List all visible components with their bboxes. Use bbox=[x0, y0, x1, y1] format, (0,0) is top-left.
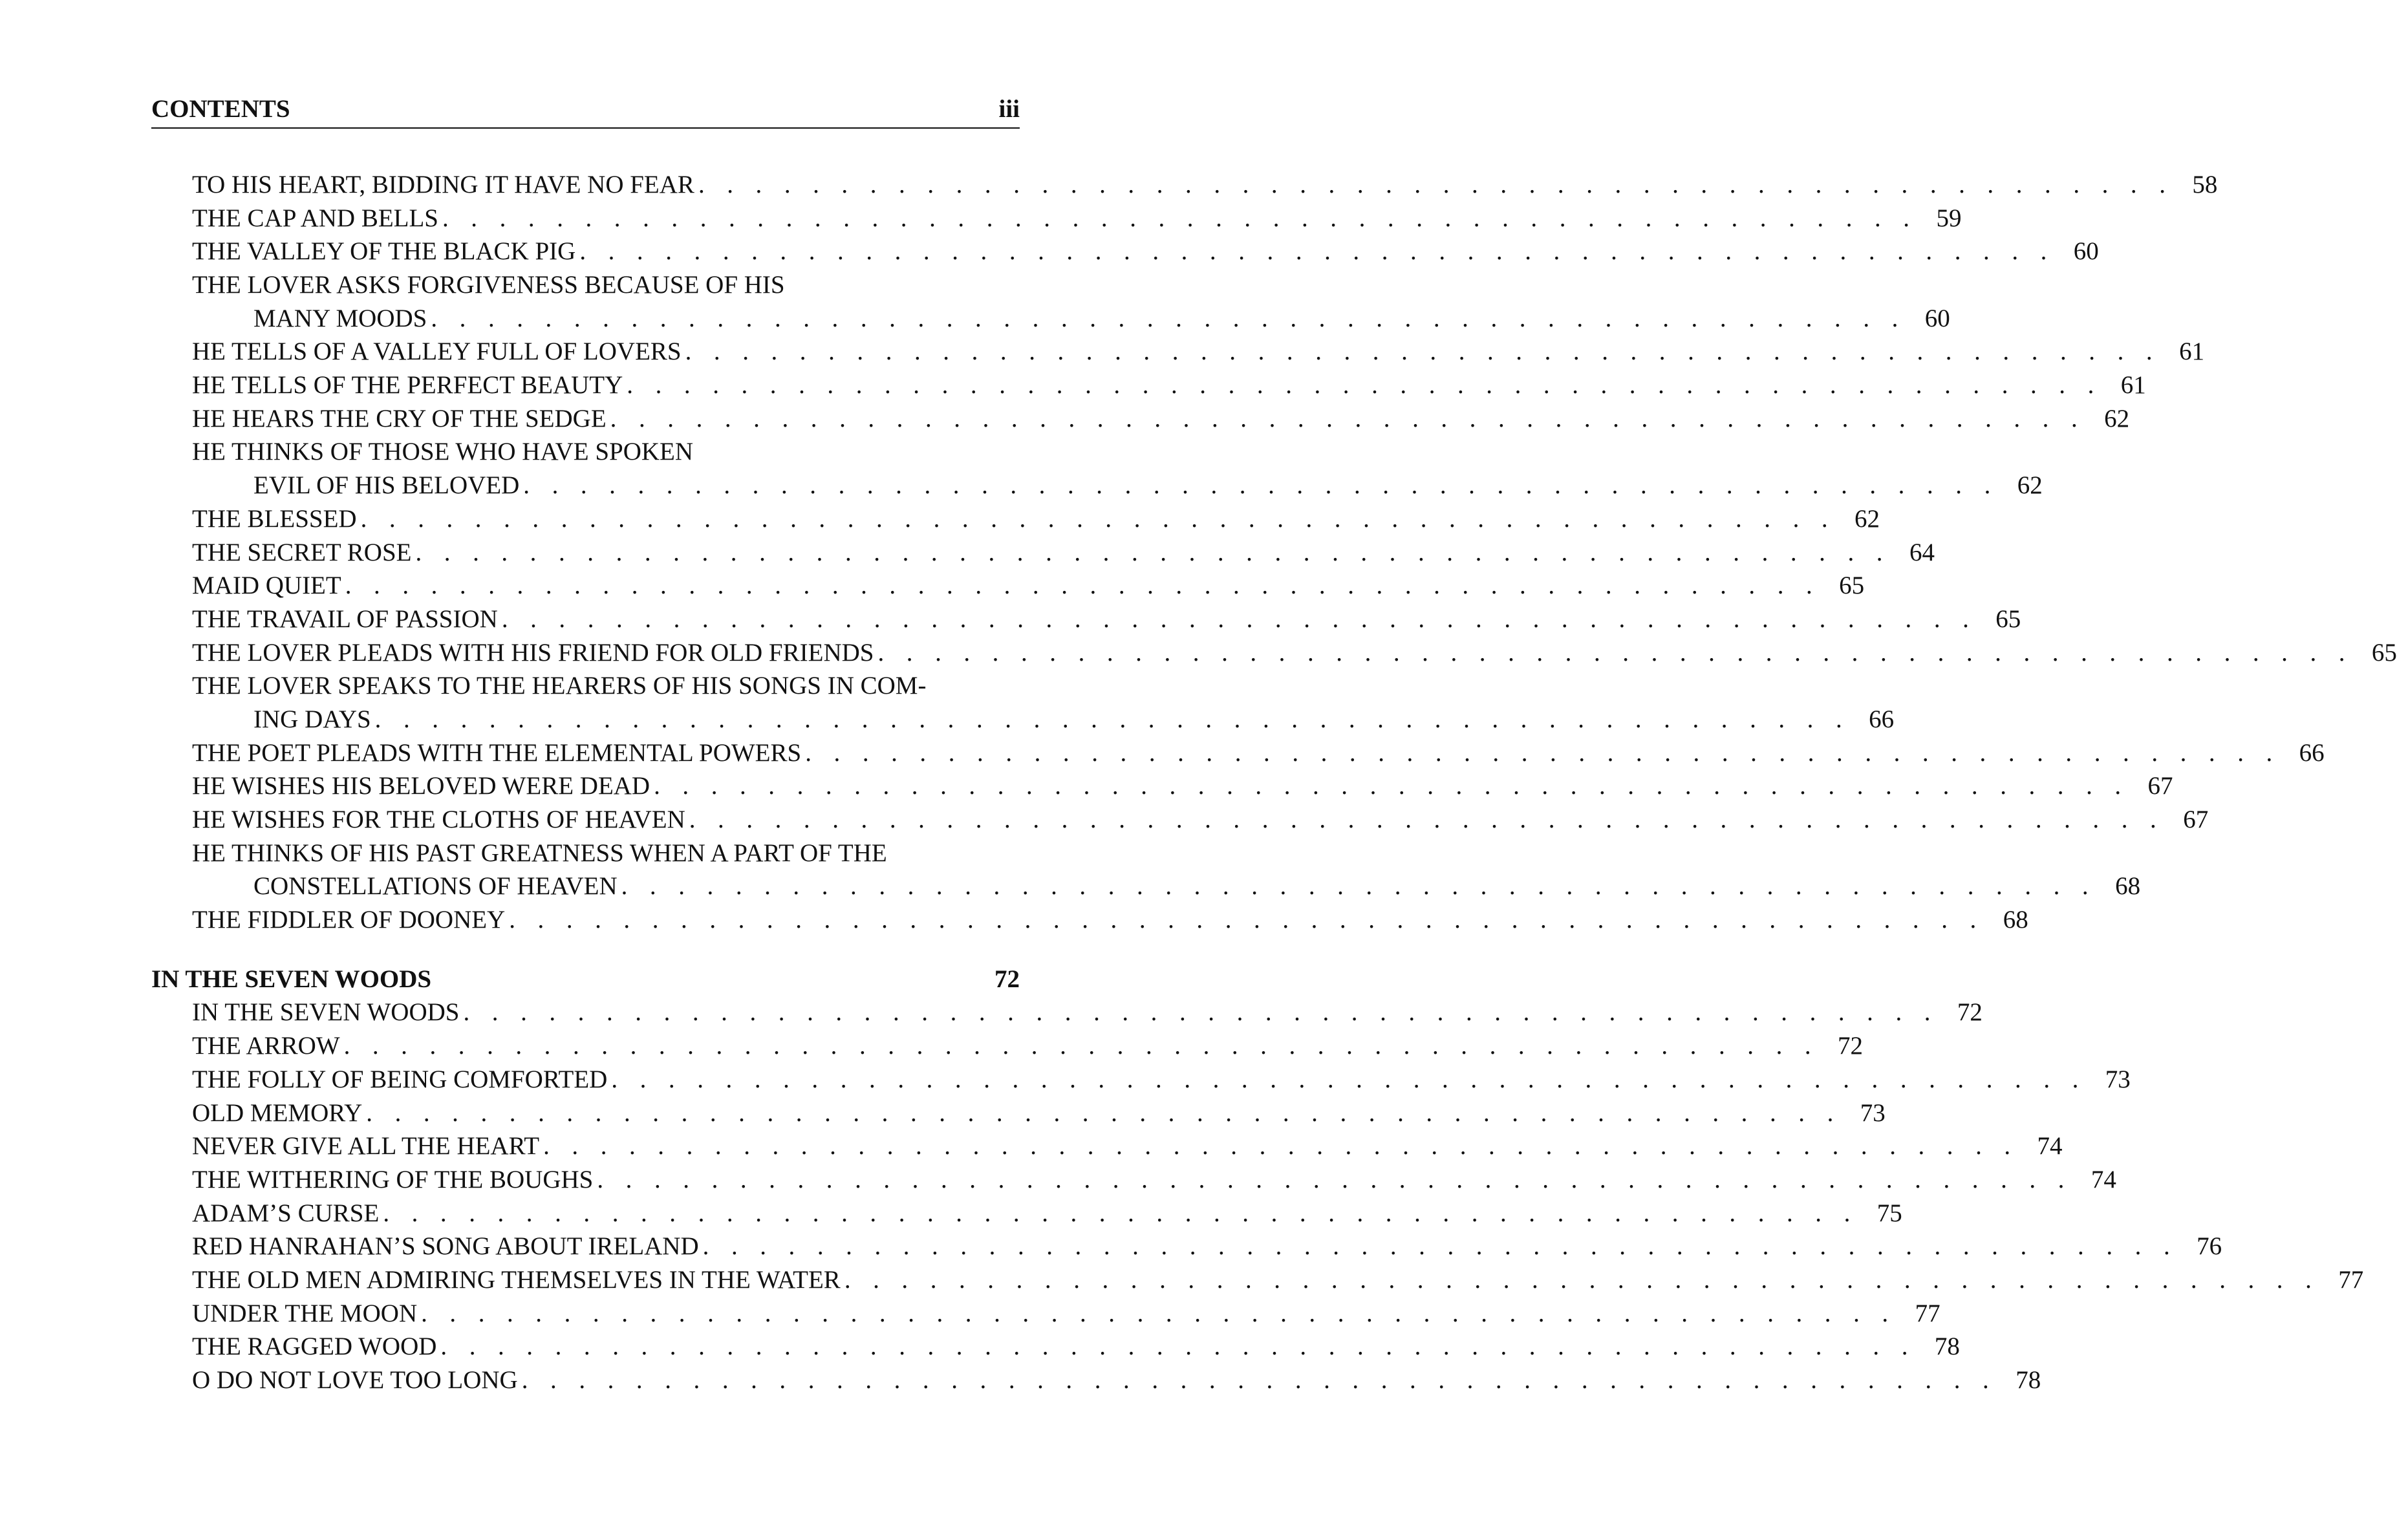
toc-entry-page: 74 bbox=[2037, 1132, 2063, 1160]
toc-entry[interactable] bbox=[151, 1129, 2063, 1163]
toc-entry[interactable] bbox=[151, 1297, 1940, 1331]
toc-entry[interactable] bbox=[151, 1096, 1886, 1130]
toc-entry-page: 64 bbox=[1909, 538, 1935, 566]
dot-leader: . . . . . . . . . . . . . . . . . . . . . . . . . . . . . . . . . . . . . . . . . . . . . . . . . . . . bbox=[611, 1065, 2087, 1093]
dot-leader: . . . . . . . . . . . . . . . . . . . . . . . . . . . . . . . . . . . . . . . . . . . . . . . . . . . . bbox=[877, 638, 2353, 667]
toc-entry[interactable] bbox=[151, 235, 2099, 268]
toc-entry[interactable] bbox=[151, 1163, 2116, 1197]
toc-entry[interactable] bbox=[151, 569, 1865, 603]
running-head bbox=[151, 91, 1020, 129]
toc-entry-page: 68 bbox=[2115, 872, 2141, 901]
toc-entry-page: 59 bbox=[1936, 204, 1962, 232]
toc-section-page: 72 bbox=[994, 965, 1020, 993]
toc-entry-title: THE FIDDLER OF DOONEY bbox=[192, 903, 509, 937]
dot-leader: . . . . . . . . . . . . . . . . . . . . . . . . . . . . . . . . . . . . . . . . . . . . . . . . . . . . bbox=[509, 906, 1984, 934]
toc-entry-page: 62 bbox=[2104, 404, 2130, 433]
toc-entry-page: 76 bbox=[2197, 1232, 2222, 1261]
toc-entry-title: TO HIS HEART, BIDDING IT HAVE NO FEAR bbox=[192, 168, 698, 202]
toc-entry[interactable] bbox=[151, 369, 2146, 402]
dot-leader: . . . . . . . . . . . . . . . . . . . . . . . . . . . . . . . . . . . . . . . . . . . . . . . . . . . . bbox=[597, 1165, 2072, 1193]
dot-leader: . . . . . . . . . . . . . . . . . . . . . . . . . . . . . . . . . . . . . . . . . . . . . . . . . . . . bbox=[579, 237, 2055, 266]
toc-entry[interactable] bbox=[151, 769, 2173, 803]
toc-entry-title: THE OLD MEN ADMIRING THEMSELVES IN THE WATER bbox=[192, 1263, 844, 1297]
toc-entry-title: IN THE SEVEN WOODS bbox=[192, 996, 463, 1029]
toc-entry[interactable] bbox=[151, 603, 2021, 636]
toc-entry-title: NEVER GIVE ALL THE HEART bbox=[192, 1129, 543, 1163]
toc-entry-title: THE BLESSED bbox=[192, 502, 361, 536]
toc-entry-page: 77 bbox=[2338, 1265, 2364, 1294]
toc-entry[interactable] bbox=[151, 536, 1935, 570]
toc-entry-page: 68 bbox=[2003, 906, 2028, 934]
toc-entry[interactable] bbox=[151, 202, 1962, 235]
dot-leader: . . . . . . . . . . . . . . . . . . . . . . . . . . . . . . . . . . . . . . . . . . . . . . . . . . . . bbox=[689, 806, 2165, 834]
toc-entry-page: 62 bbox=[2017, 471, 2043, 500]
toc-entry[interactable] bbox=[151, 669, 1895, 736]
toc-entry-title: THE LOVER SPEAKS TO THE HEARERS OF HIS SONGS IN COM- bbox=[192, 669, 930, 703]
toc-entry-page: 77 bbox=[1915, 1299, 1940, 1327]
toc-entry-title: THE LOVER ASKS FORGIVENESS BECAUSE OF HIS bbox=[192, 268, 789, 302]
toc-entry-page: 67 bbox=[2183, 806, 2209, 834]
toc-entry-title: RED HANRAHAN’S SONG ABOUT IRELAND bbox=[192, 1230, 703, 1263]
toc-entry-page: 78 bbox=[1934, 1332, 1960, 1361]
running-head-page-number: iii bbox=[998, 95, 1020, 123]
toc-entry[interactable] bbox=[151, 1029, 1864, 1063]
dot-leader: . . . . . . . . . . . . . . . . . . . . . . . . . . . . . . . . . . . . . . . . . . . . . . . . . . . . bbox=[543, 1132, 2019, 1160]
toc-entry-title: HE WISHES HIS BELOVED WERE DEAD bbox=[192, 769, 654, 803]
toc-entry-page: 65 bbox=[1995, 604, 2021, 633]
toc-entry[interactable] bbox=[151, 168, 2218, 202]
toc-entry-title: HE TELLS OF A VALLEY FULL OF LOVERS bbox=[192, 335, 685, 369]
toc-entry[interactable] bbox=[151, 402, 2130, 436]
toc-entry[interactable] bbox=[151, 1063, 2131, 1096]
toc-entry[interactable] bbox=[151, 335, 2205, 369]
toc-entry-page: 67 bbox=[2147, 772, 2173, 800]
dot-leader: . . . . . . . . . . . . . . . . . . . . . . . . . . . . . . . . . . . . . . . . . . . . . . . . . . . . bbox=[440, 1332, 1916, 1361]
toc-entry-title: HE HEARS THE CRY OF THE SEDGE bbox=[192, 402, 610, 436]
dot-leader: . . . . . . . . . . . . . . . . . . . . . . . . . . . . . . . . . . . . . . . . . . . . . . . . . . . . bbox=[374, 705, 1851, 733]
dot-leader: . . . . . . . . . . . . . . . . . . . . . . . . . . . . . . . . . . . . . . . . . . . . . . . . . . . . bbox=[654, 772, 2129, 800]
dot-leader: . . . . . . . . . . . . . . . . . . . . . . . . . . . . . . . . . . . . . . . . . . . . . . . . . . . . bbox=[366, 1098, 1842, 1127]
dot-leader: . . . . . . . . . . . . . . . . . . . . . . . . . . . . . . . . . . . . . . . . . . . . . . . . . . . . bbox=[463, 998, 1939, 1027]
toc-entry-page: 66 bbox=[1869, 705, 1895, 733]
toc-entry-page: 65 bbox=[2371, 638, 2397, 667]
toc-entry-title: THE ARROW bbox=[192, 1029, 344, 1063]
toc-entry-title: THE LOVER PLEADS WITH HIS FRIEND FOR OLD FRIENDS bbox=[192, 636, 877, 670]
toc-entry-page: 75 bbox=[1876, 1199, 1902, 1227]
toc-entry[interactable] bbox=[151, 502, 1880, 536]
toc-entry-title: HE TELLS OF THE PERFECT BEAUTY bbox=[192, 369, 627, 402]
dot-leader: . . . . . . . . . . . . . . . . . . . . . . . . . . . . . . . . . . . . . . . . . . . . . . . . . . . . bbox=[421, 1299, 1897, 1327]
toc-entry-page: 60 bbox=[1924, 304, 1950, 332]
toc-entry-title: HE WISHES FOR THE CLOTHS OF HEAVEN bbox=[192, 803, 689, 837]
toc-entry-title: THE WITHERING OF THE BOUGHS bbox=[192, 1163, 597, 1197]
toc-entry[interactable] bbox=[151, 1263, 2364, 1297]
toc-entry-title: THE POET PLEADS WITH THE ELEMENTAL POWERS bbox=[192, 736, 805, 770]
dot-leader: . . . . . . . . . . . . . . . . . . . . . . . . . . . . . . . . . . . . . . . . . . . . . . . . . . . . bbox=[442, 204, 1918, 232]
toc-entry-title: THE VALLEY OF THE BLACK PIG bbox=[192, 235, 579, 268]
toc-entry-page: 58 bbox=[2192, 170, 2218, 198]
running-head-title: CONTENTS bbox=[151, 95, 290, 123]
dot-leader: . . . . . . . . . . . . . . . . . . . . . . . . . . . . . . . . . . . . . . . . . . . . . . . . . . . . bbox=[698, 170, 2174, 198]
toc-entry-page: 73 bbox=[1860, 1098, 1886, 1127]
dot-leader: . . . . . . . . . . . . . . . . . . . . . . . . . . . . . . . . . . . . . . . . . . . . . . . . . . . . bbox=[610, 404, 2086, 433]
toc-entry-page: 61 bbox=[2179, 337, 2205, 366]
toc-entry-title: O DO NOT LOVE TOO LONG bbox=[192, 1364, 522, 1397]
toc-entry[interactable] bbox=[151, 996, 1983, 1030]
toc-entry-title: HE THINKS OF HIS PAST GREATNESS WHEN A PART OF THE bbox=[192, 837, 891, 870]
toc-section-title: IN THE SEVEN WOODS bbox=[151, 965, 432, 993]
dot-leader: . . . . . . . . . . . . . . . . . . . . . . . . . . . . . . . . . . . . . . . . . . . . . . . . . . . . bbox=[702, 1232, 2178, 1261]
toc-entry[interactable] bbox=[151, 1364, 2041, 1397]
dot-leader: . . . . . . . . . . . . . . . . . . . . . . . . . . . . . . . . . . . . . . . . . . . . . . . . . . . . bbox=[345, 572, 1821, 600]
toc-entry-page: 78 bbox=[2015, 1366, 2041, 1395]
toc-entry-title-continued: CONSTELLATIONS OF HEAVEN bbox=[253, 870, 621, 903]
dot-leader: . . . . . . . . . . . . . . . . . . . . . . . . . . . . . . . . . . . . . . . . . . . . . . . . . . . . bbox=[343, 1032, 1820, 1060]
dot-leader: . . . . . . . . . . . . . . . . . . . . . . . . . . . . . . . . . . . . . . . . . . . . . . . . . . . . bbox=[844, 1265, 2320, 1294]
toc-entry[interactable] bbox=[151, 736, 2325, 770]
dot-leader: . . . . . . . . . . . . . . . . . . . . . . . . . . . . . . . . . . . . . . . . . . . . . . . . . . . . bbox=[431, 304, 1906, 332]
toc-entry-title: MAID QUIET bbox=[192, 569, 345, 603]
toc-entry-page: 73 bbox=[2105, 1065, 2131, 1093]
toc-entry[interactable] bbox=[151, 1197, 1902, 1230]
toc-entry-page: 66 bbox=[2299, 738, 2325, 767]
dot-leader: . . . . . . . . . . . . . . . . . . . . . . . . . . . . . . . . . . . . . . . . . . . . . . . . . . . . bbox=[415, 538, 1891, 566]
toc-entry[interactable] bbox=[151, 837, 2141, 903]
toc-entry[interactable] bbox=[151, 1330, 1960, 1364]
toc-entry-title: UNDER THE MOON bbox=[192, 1297, 421, 1331]
toc-entry-page: 74 bbox=[2091, 1165, 2116, 1193]
dot-leader: . . . . . . . . . . . . . . . . . . . . . . . . . . . . . . . . . . . . . . . . . . . . . . . . . . . . bbox=[383, 1199, 1858, 1227]
toc-entry-page: 72 bbox=[1957, 998, 1983, 1027]
toc-entry-page: 72 bbox=[1838, 1032, 1864, 1060]
toc-entry[interactable] bbox=[151, 903, 2028, 937]
toc-entry-title-continued: EVIL OF HIS BELOVED bbox=[253, 469, 523, 502]
dot-leader: . . . . . . . . . . . . . . . . . . . . . . . . . . . . . . . . . . . . . . . . . . . . . . . . . . . . bbox=[521, 1366, 1997, 1395]
toc-entry-page: 60 bbox=[2073, 237, 2099, 266]
toc-section-heading[interactable] bbox=[151, 963, 1020, 996]
dot-leader: . . . . . . . . . . . . . . . . . . . . . . . . . . . . . . . . . . . . . . . . . . . . . . . . . . . . bbox=[685, 337, 2161, 366]
dot-leader: . . . . . . . . . . . . . . . . . . . . . . . . . . . . . . . . . . . . . . . . . . . . . . . . . . . . bbox=[621, 872, 2097, 901]
toc-entry[interactable] bbox=[151, 436, 2043, 502]
toc-entry-page: 61 bbox=[2120, 371, 2146, 400]
toc-entry-title: THE CAP AND BELLS bbox=[192, 202, 442, 235]
toc-entry-title-continued: MANY MOODS bbox=[253, 302, 431, 336]
toc-entry-title-continued: ING DAYS bbox=[253, 703, 375, 736]
toc-entry[interactable] bbox=[151, 636, 2397, 670]
dot-leader: . . . . . . . . . . . . . . . . . . . . . . . . . . . . . . . . . . . . . . . . . . . . . . . . . . . . bbox=[360, 504, 1836, 533]
toc-entry-title: THE FOLLY OF BEING COMFORTED bbox=[192, 1063, 611, 1096]
toc-entry-page: 62 bbox=[1854, 504, 1880, 533]
dot-leader: . . . . . . . . . . . . . . . . . . . . . . . . . . . . . . . . . . . . . . . . . . . . . . . . . . . . bbox=[523, 471, 1999, 500]
toc-entry[interactable] bbox=[151, 268, 1950, 335]
toc-entry-title: OLD MEMORY bbox=[192, 1096, 366, 1130]
toc-entry-title: THE RAGGED WOOD bbox=[192, 1330, 440, 1364]
toc-entry[interactable] bbox=[151, 1230, 2222, 1263]
toc-entry-title: THE TRAVAIL OF PASSION bbox=[192, 603, 502, 636]
dot-leader: . . . . . . . . . . . . . . . . . . . . . . . . . . . . . . . . . . . . . . . . . . . . . . . . . . . . bbox=[501, 604, 1977, 633]
table-of-contents bbox=[151, 168, 2397, 1397]
toc-entry-title: THE SECRET ROSE bbox=[192, 536, 415, 570]
dot-leader: . . . . . . . . . . . . . . . . . . . . . . . . . . . . . . . . . . . . . . . . . . . . . . . . . . . . bbox=[805, 738, 2281, 767]
dot-leader: . . . . . . . . . . . . . . . . . . . . . . . . . . . . . . . . . . . . . . . . . . . . . . . . . . . . bbox=[627, 371, 2102, 400]
toc-entry-page: 65 bbox=[1839, 572, 1865, 600]
toc-entry-title: ADAM’S CURSE bbox=[192, 1197, 383, 1230]
toc-entry[interactable] bbox=[151, 803, 2209, 837]
toc-entry-title: HE THINKS OF THOSE WHO HAVE SPOKEN bbox=[192, 435, 697, 469]
